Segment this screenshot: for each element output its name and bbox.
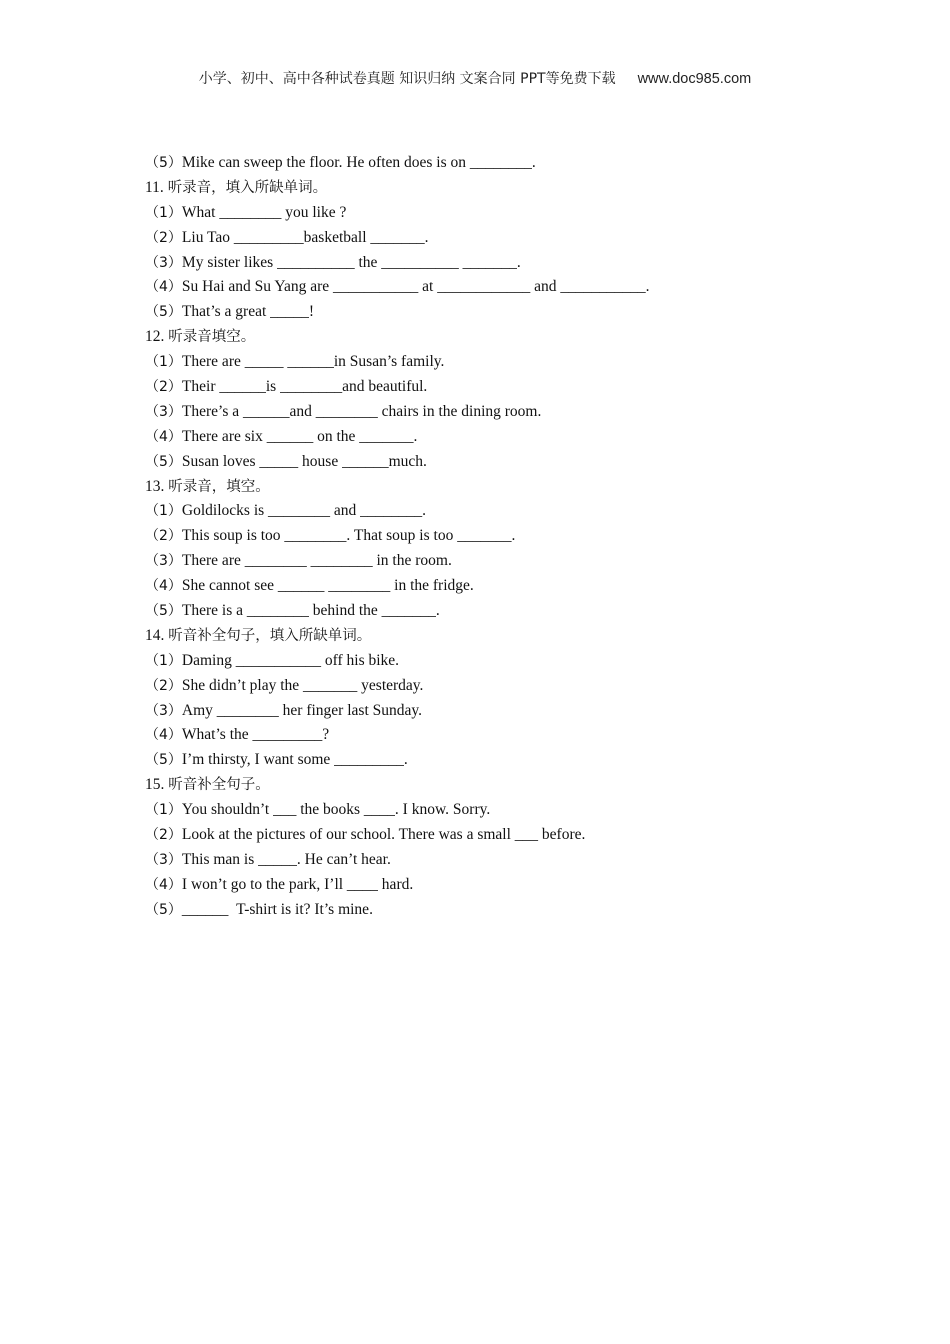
question-line <box>145 226 845 251</box>
question-line <box>145 699 845 724</box>
section-title: 听音补全句子。 <box>168 777 270 794</box>
question-line <box>145 251 845 276</box>
item-text: Mike can sweep the floor. He often does is on ________. <box>181 154 536 171</box>
question-line <box>145 151 845 176</box>
item-text: Look at the pictures of our school. There was a small ___ before. <box>181 826 586 844</box>
item-text: Goldilocks is ________ and ________. <box>181 502 427 520</box>
question-line <box>145 425 845 450</box>
worksheet-content <box>145 151 845 923</box>
item-number: （5） <box>145 453 182 470</box>
section-heading <box>145 176 845 201</box>
section-number: 11. <box>145 178 168 196</box>
item-number: （3） <box>145 254 182 271</box>
item-text: Their ______is ________and beautiful. <box>181 378 428 396</box>
section-heading <box>145 773 845 798</box>
item-number: （2） <box>145 379 182 396</box>
item-text: There’s a ______and ________ chairs in the dining room. <box>181 402 542 420</box>
question-line <box>145 723 845 748</box>
item-number: （5） <box>145 155 182 171</box>
question-line <box>145 848 845 873</box>
header-text: 小学、初中、高中各种试卷真题 知识归纳 文案合同 PPT等免费下载 <box>198 71 616 87</box>
item-text: I’m thirsty, I want some _________. <box>181 751 408 769</box>
question-line <box>145 748 845 773</box>
item-number: （2） <box>145 229 182 246</box>
item-text: There is a ________ behind the _______. <box>181 602 440 620</box>
section-number: 15. <box>145 776 169 794</box>
question-line <box>145 499 845 524</box>
question-line <box>145 524 845 549</box>
item-number: （3） <box>145 403 182 420</box>
item-number: （1） <box>145 802 182 819</box>
question-line <box>145 823 845 848</box>
item-text: Liu Tao _________basketball _______. <box>181 228 429 246</box>
item-number: （2） <box>145 528 182 545</box>
question-line <box>145 350 845 375</box>
item-text: What ________ you like ? <box>181 203 347 221</box>
section-title: 听音补全句子，填入所缺单词。 <box>168 627 372 644</box>
item-text: ______ T-shirt is it? It’s mine. <box>181 900 373 918</box>
question-line <box>145 574 845 599</box>
question-line <box>145 375 845 400</box>
section-heading <box>145 624 845 649</box>
section-number: 12. <box>145 328 169 346</box>
item-text: She cannot see ______ ________ in the fridge. <box>181 577 474 595</box>
item-number: （5） <box>145 603 182 620</box>
item-text: She didn’t play the _______ yesterday. <box>181 676 424 694</box>
item-number: （1） <box>145 204 182 221</box>
section-number: 13. <box>145 477 169 495</box>
section-title: 听录音，填入所缺单词。 <box>167 179 328 196</box>
item-text: There are _____ ______in Susan’s family. <box>181 353 445 371</box>
question-line <box>145 599 845 624</box>
item-text: Daming ___________ off his bike. <box>181 651 400 669</box>
item-text: There are six ______ on the _______. <box>181 427 418 445</box>
item-number: （2） <box>145 827 182 844</box>
item-text: You shouldn’t ___ the books ____. I know. Sorry. <box>181 801 491 819</box>
item-number: （1） <box>145 652 182 669</box>
item-number: （4） <box>145 876 182 893</box>
question-line <box>145 898 845 923</box>
question-line <box>145 549 845 574</box>
item-number: （4） <box>145 578 182 595</box>
header-site: www.doc985.com <box>637 71 752 87</box>
item-text: Amy ________ her finger last Sunday. <box>181 701 422 719</box>
question-line <box>145 798 845 823</box>
item-number: （3） <box>145 553 182 570</box>
item-number: （4） <box>145 428 182 445</box>
item-number: （1） <box>145 354 182 371</box>
page-header <box>0 68 950 88</box>
question-line <box>145 201 845 226</box>
item-text: This man is _____. He can’t hear. <box>181 850 391 868</box>
question-line <box>145 275 845 300</box>
item-number: （3） <box>145 851 182 868</box>
item-number: （5） <box>145 304 182 321</box>
item-text: What’s the _________? <box>181 726 330 744</box>
question-line <box>145 300 845 325</box>
section-title: 听录音填空。 <box>168 329 256 346</box>
item-number: （2） <box>145 677 182 694</box>
question-line <box>145 400 845 425</box>
item-text: I won’t go to the park, I’ll ____ hard. <box>181 875 414 893</box>
question-line <box>145 450 845 475</box>
question-line <box>145 873 845 898</box>
item-number: （1） <box>145 503 182 520</box>
item-text: That’s a great _____! <box>181 303 315 321</box>
section-heading <box>145 325 845 350</box>
item-number: （4） <box>145 279 182 296</box>
item-number: （5） <box>145 752 182 769</box>
item-number: （4） <box>145 727 182 744</box>
item-number: （5） <box>145 901 182 918</box>
item-text: My sister likes __________ the __________ _______. <box>181 253 521 271</box>
section-number: 14. <box>145 626 169 644</box>
item-text: There are ________ ________ in the room. <box>181 552 452 570</box>
item-text: Susan loves _____ house ______much. <box>181 452 427 470</box>
section-title: 听录音，填空。 <box>168 478 270 495</box>
question-line <box>145 674 845 699</box>
question-line <box>145 649 845 674</box>
item-text: Su Hai and Su Yang are ___________ at ____________ and ___________. <box>181 278 650 296</box>
item-number: （3） <box>145 702 182 719</box>
item-text: This soup is too ________. That soup is too _______. <box>181 527 516 545</box>
section-heading <box>145 475 845 500</box>
